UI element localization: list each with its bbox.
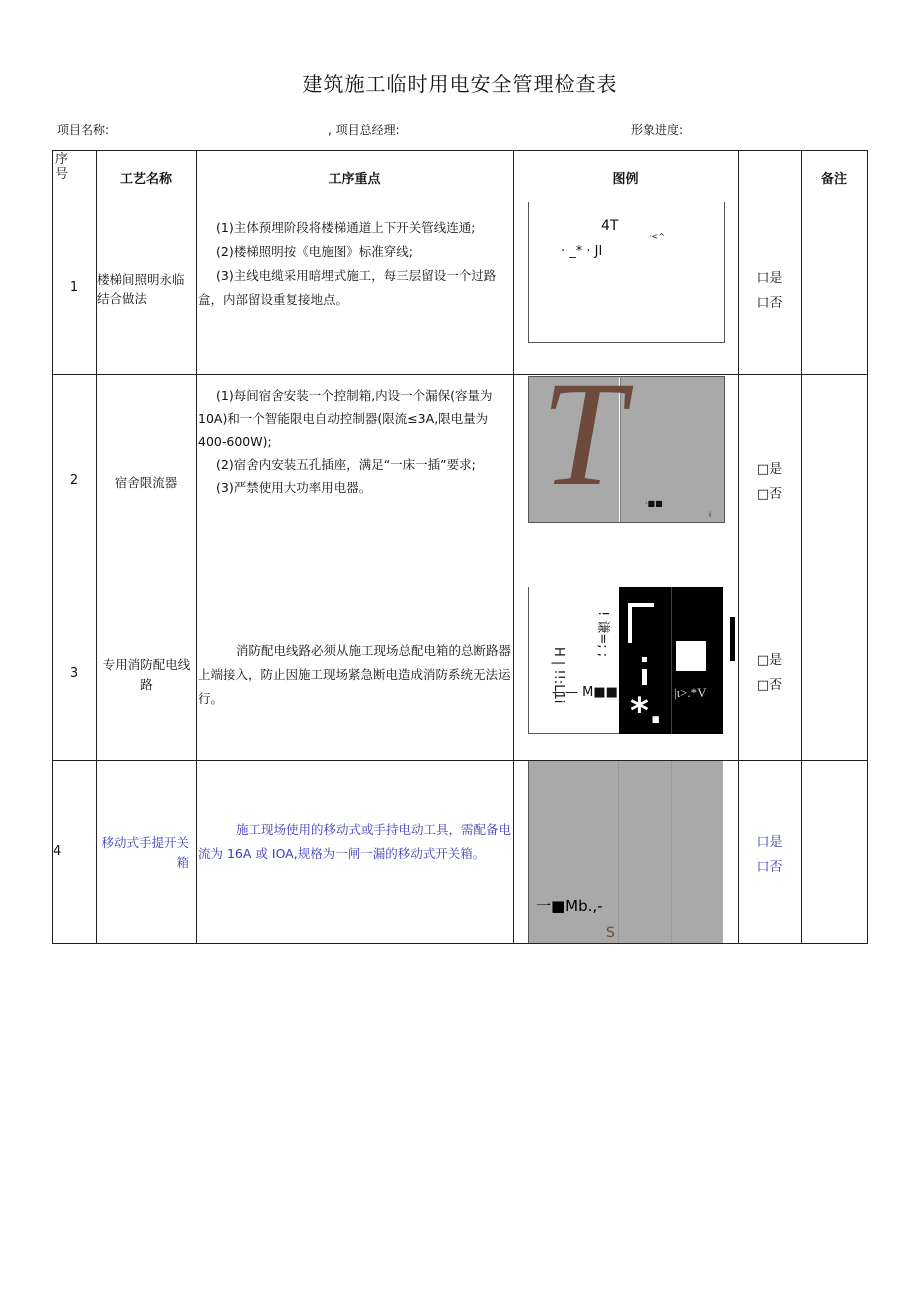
row2-illustration bbox=[528, 376, 725, 523]
row4-photo-divider-1 bbox=[618, 761, 619, 943]
row2-check bbox=[738, 457, 801, 507]
header-index: 序号 bbox=[55, 152, 69, 182]
row1-check bbox=[738, 266, 801, 316]
row2-check-yes[interactable]: □是 bbox=[756, 462, 783, 477]
row3-figure-text-1: H | !!:L1i bbox=[551, 647, 566, 704]
row3-figure-side-bar bbox=[730, 617, 735, 661]
row2-check-no[interactable]: □否 bbox=[756, 487, 783, 502]
row3-figure-text-2: ! 谦=; ; bbox=[595, 611, 610, 658]
row1-point-3: (3)主线电缆采用暗埋式施工，每三层留设一个过路盒，内部留设重复接地点。 bbox=[198, 268, 497, 307]
row3-point-1: 消防配电线路必须从施工现场总配电箱的总断路器上端接入，防止因施工现场紧急断电造成消防系统无法运行。 bbox=[198, 643, 512, 706]
row1-figure-text-1: 4T bbox=[601, 218, 619, 234]
row3-figure-text-5: *. bbox=[630, 691, 663, 732]
row3-figure-dot-1 bbox=[642, 657, 647, 662]
col-line-3 bbox=[513, 150, 514, 944]
progress-label: 形象进度: bbox=[631, 123, 684, 137]
manager-label: , 项目总经理: bbox=[328, 123, 400, 137]
row1-point-2: (2)楼梯照明按《电施图》标准穿线; bbox=[216, 244, 413, 259]
header-illustration: 图例 bbox=[612, 172, 639, 187]
row2-points bbox=[198, 384, 512, 499]
row1-figure-text-3: · _* · JI bbox=[561, 244, 603, 259]
row2-photo-right bbox=[620, 377, 725, 522]
row3-points bbox=[198, 639, 512, 711]
row3-check-yes[interactable]: □是 bbox=[756, 653, 783, 668]
row3-figure-square bbox=[676, 641, 706, 671]
row1-name: 楼梯间照明永临结合做法 bbox=[97, 272, 185, 306]
row-divider-1 bbox=[52, 374, 868, 375]
row2-name: 宿舍限流器 bbox=[114, 475, 178, 490]
col-line-6 bbox=[867, 150, 868, 944]
row1-point-1: (1)主体预埋阶段将楼梯通道上下开关管线连通; bbox=[216, 220, 476, 235]
col-line-0 bbox=[52, 150, 53, 944]
table-border-bottom bbox=[52, 943, 868, 944]
row3-figure-text-3: —— M■■ bbox=[552, 685, 618, 700]
row4-name: 移动式手提开关箱 bbox=[101, 835, 189, 870]
row3-photo-divider bbox=[671, 587, 672, 734]
row2-figure-text-3: i bbox=[709, 511, 711, 519]
row4-photo-divider-2 bbox=[671, 761, 672, 943]
row2-index: 2 bbox=[69, 473, 79, 488]
row2-figure-text-2: ·■■ bbox=[645, 499, 663, 508]
row2-point-2: (2)宿舍内安装五孔插座，满足“一床一插”要求; bbox=[216, 457, 476, 472]
row4-check bbox=[738, 830, 801, 880]
inspection-table bbox=[52, 150, 868, 944]
col-line-2 bbox=[196, 150, 197, 944]
row1-check-no[interactable]: 口否 bbox=[756, 296, 783, 311]
row4-point-1: 施工现场使用的移动式或手持电动工具，需配备电流为 16A 或 IOA,规格为一闸一漏的移动式开关箱。 bbox=[198, 822, 512, 861]
row4-points bbox=[198, 818, 512, 866]
row3-check-no[interactable]: □否 bbox=[756, 678, 783, 693]
header-process-name: 工艺名称 bbox=[119, 172, 172, 187]
row4-index: 4 bbox=[53, 844, 62, 859]
table-border-top bbox=[52, 150, 868, 151]
row1-illustration bbox=[528, 202, 725, 343]
row3-name: 专用消防配电线路 bbox=[102, 657, 191, 692]
header-remark: 备注 bbox=[820, 172, 847, 187]
col-line-5 bbox=[801, 150, 802, 944]
row4-figure-text-1: 一■Mb.,- bbox=[536, 897, 603, 915]
page-title: 建筑施工临时用电安全管理检查表 bbox=[302, 72, 618, 96]
row4-check-yes[interactable]: 口是 bbox=[756, 835, 783, 850]
row2-point-1: (1)每间宿舍安装一个控制箱,内设一个漏保(容量为 10A)和一个智能限电自动控制器(限流≤3A,限电量为 400-600W); bbox=[198, 388, 493, 449]
row1-index: 1 bbox=[69, 280, 79, 295]
row1-check-yes[interactable]: 口是 bbox=[756, 271, 783, 286]
row4-figure-text-2: S bbox=[606, 925, 615, 941]
row1-points bbox=[198, 216, 512, 312]
row1-figure-text-2: ·<^ bbox=[649, 232, 665, 241]
row4-check-no[interactable]: 口否 bbox=[756, 860, 783, 875]
row4-illustration bbox=[528, 761, 723, 943]
project-name-label: 项目名称: bbox=[57, 123, 110, 137]
row3-check bbox=[738, 648, 801, 698]
row3-index: 3 bbox=[69, 666, 79, 681]
row3-figure-text-4: |ι>.*V bbox=[674, 685, 707, 700]
row3-figure-bar-v bbox=[628, 603, 632, 643]
row2-point-3: (3)严禁使用大功率用电器。 bbox=[216, 480, 372, 495]
header-key-points: 工序重点 bbox=[328, 172, 381, 187]
row-divider-3 bbox=[52, 760, 868, 761]
row3-figure-left-edge bbox=[528, 587, 529, 734]
row3-figure-dot-2 bbox=[642, 669, 647, 685]
row3-illustration bbox=[528, 587, 738, 734]
row2-figure-glyph: T bbox=[541, 376, 625, 517]
